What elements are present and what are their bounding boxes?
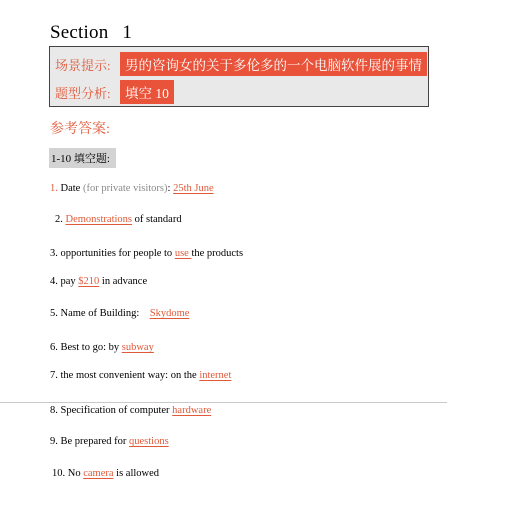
item-text: the products <box>191 248 244 259</box>
item-number: 8. <box>50 405 58 416</box>
item-text: of standard <box>132 214 182 225</box>
answers-heading: 参考答案: <box>50 122 110 137</box>
item-text: pay <box>57 276 79 287</box>
fill-in-tag: 1-10 填空题: <box>49 148 116 168</box>
section-word: Section <box>50 22 109 43</box>
answer-item-2 <box>55 214 182 225</box>
answer-blank: $210 <box>78 276 100 287</box>
item-text: Be prepared for <box>57 436 130 447</box>
item-number: 2. <box>55 214 63 225</box>
item-number: 10. <box>52 468 66 479</box>
answer-blank: camera <box>83 468 114 479</box>
item-number: 6. <box>50 342 58 353</box>
item-text: Date <box>57 183 83 194</box>
answer-blank: Demonstrations <box>65 214 132 225</box>
item-text: : <box>167 183 174 194</box>
item-note: (for private visitors) <box>82 183 168 194</box>
answer-blank: subway <box>121 342 154 353</box>
answer-item-10 <box>52 468 159 479</box>
answer-blank: 25th June <box>173 183 214 194</box>
answer-item-7 <box>50 370 231 381</box>
answer-item-8 <box>50 405 211 416</box>
scene-label: 场景提示: <box>55 57 111 73</box>
item-number: 4. <box>50 276 58 287</box>
item-number: 9. <box>50 436 58 447</box>
item-text: the most convenient way: on the <box>57 370 200 381</box>
item-text: is allowed <box>113 468 160 479</box>
question-type-label: 题型分析: <box>55 85 111 101</box>
page-divider <box>0 402 447 403</box>
item-number: 3. <box>50 248 58 259</box>
item-text: Specification of computer <box>57 405 173 416</box>
item-number: 7. <box>50 370 58 381</box>
answer-blank: Skydome <box>149 308 190 319</box>
answer-item-1 <box>50 183 214 194</box>
answer-item-4 <box>50 276 147 287</box>
answer-item-5 <box>50 308 189 319</box>
answer-item-3 <box>50 248 243 259</box>
answer-item-9 <box>50 436 169 447</box>
answer-blank: questions <box>129 436 169 447</box>
answer-blank: hardware <box>172 405 212 416</box>
item-text: in advance <box>99 276 148 287</box>
section-title <box>50 22 132 44</box>
answer-blank: use <box>174 248 192 259</box>
section-number: 1 <box>122 22 133 43</box>
item-text: opportunities for people to <box>57 248 175 259</box>
question-type-value: 填空 10 <box>120 80 174 104</box>
answer-item-6 <box>50 342 154 353</box>
answer-blank: internet <box>199 370 232 381</box>
item-number: 5. <box>50 308 58 319</box>
scene-row <box>50 52 427 76</box>
scene-info-box <box>49 46 429 107</box>
item-number: 1. <box>50 183 58 194</box>
item-text: Name of Building: <box>57 308 150 319</box>
item-text: Best to go: by <box>57 342 122 353</box>
item-text: No <box>65 468 84 479</box>
scene-value: 男的咨询女的关于多伦多的一个电脑软件展的事情 <box>120 52 427 76</box>
question-type-row <box>50 80 174 104</box>
